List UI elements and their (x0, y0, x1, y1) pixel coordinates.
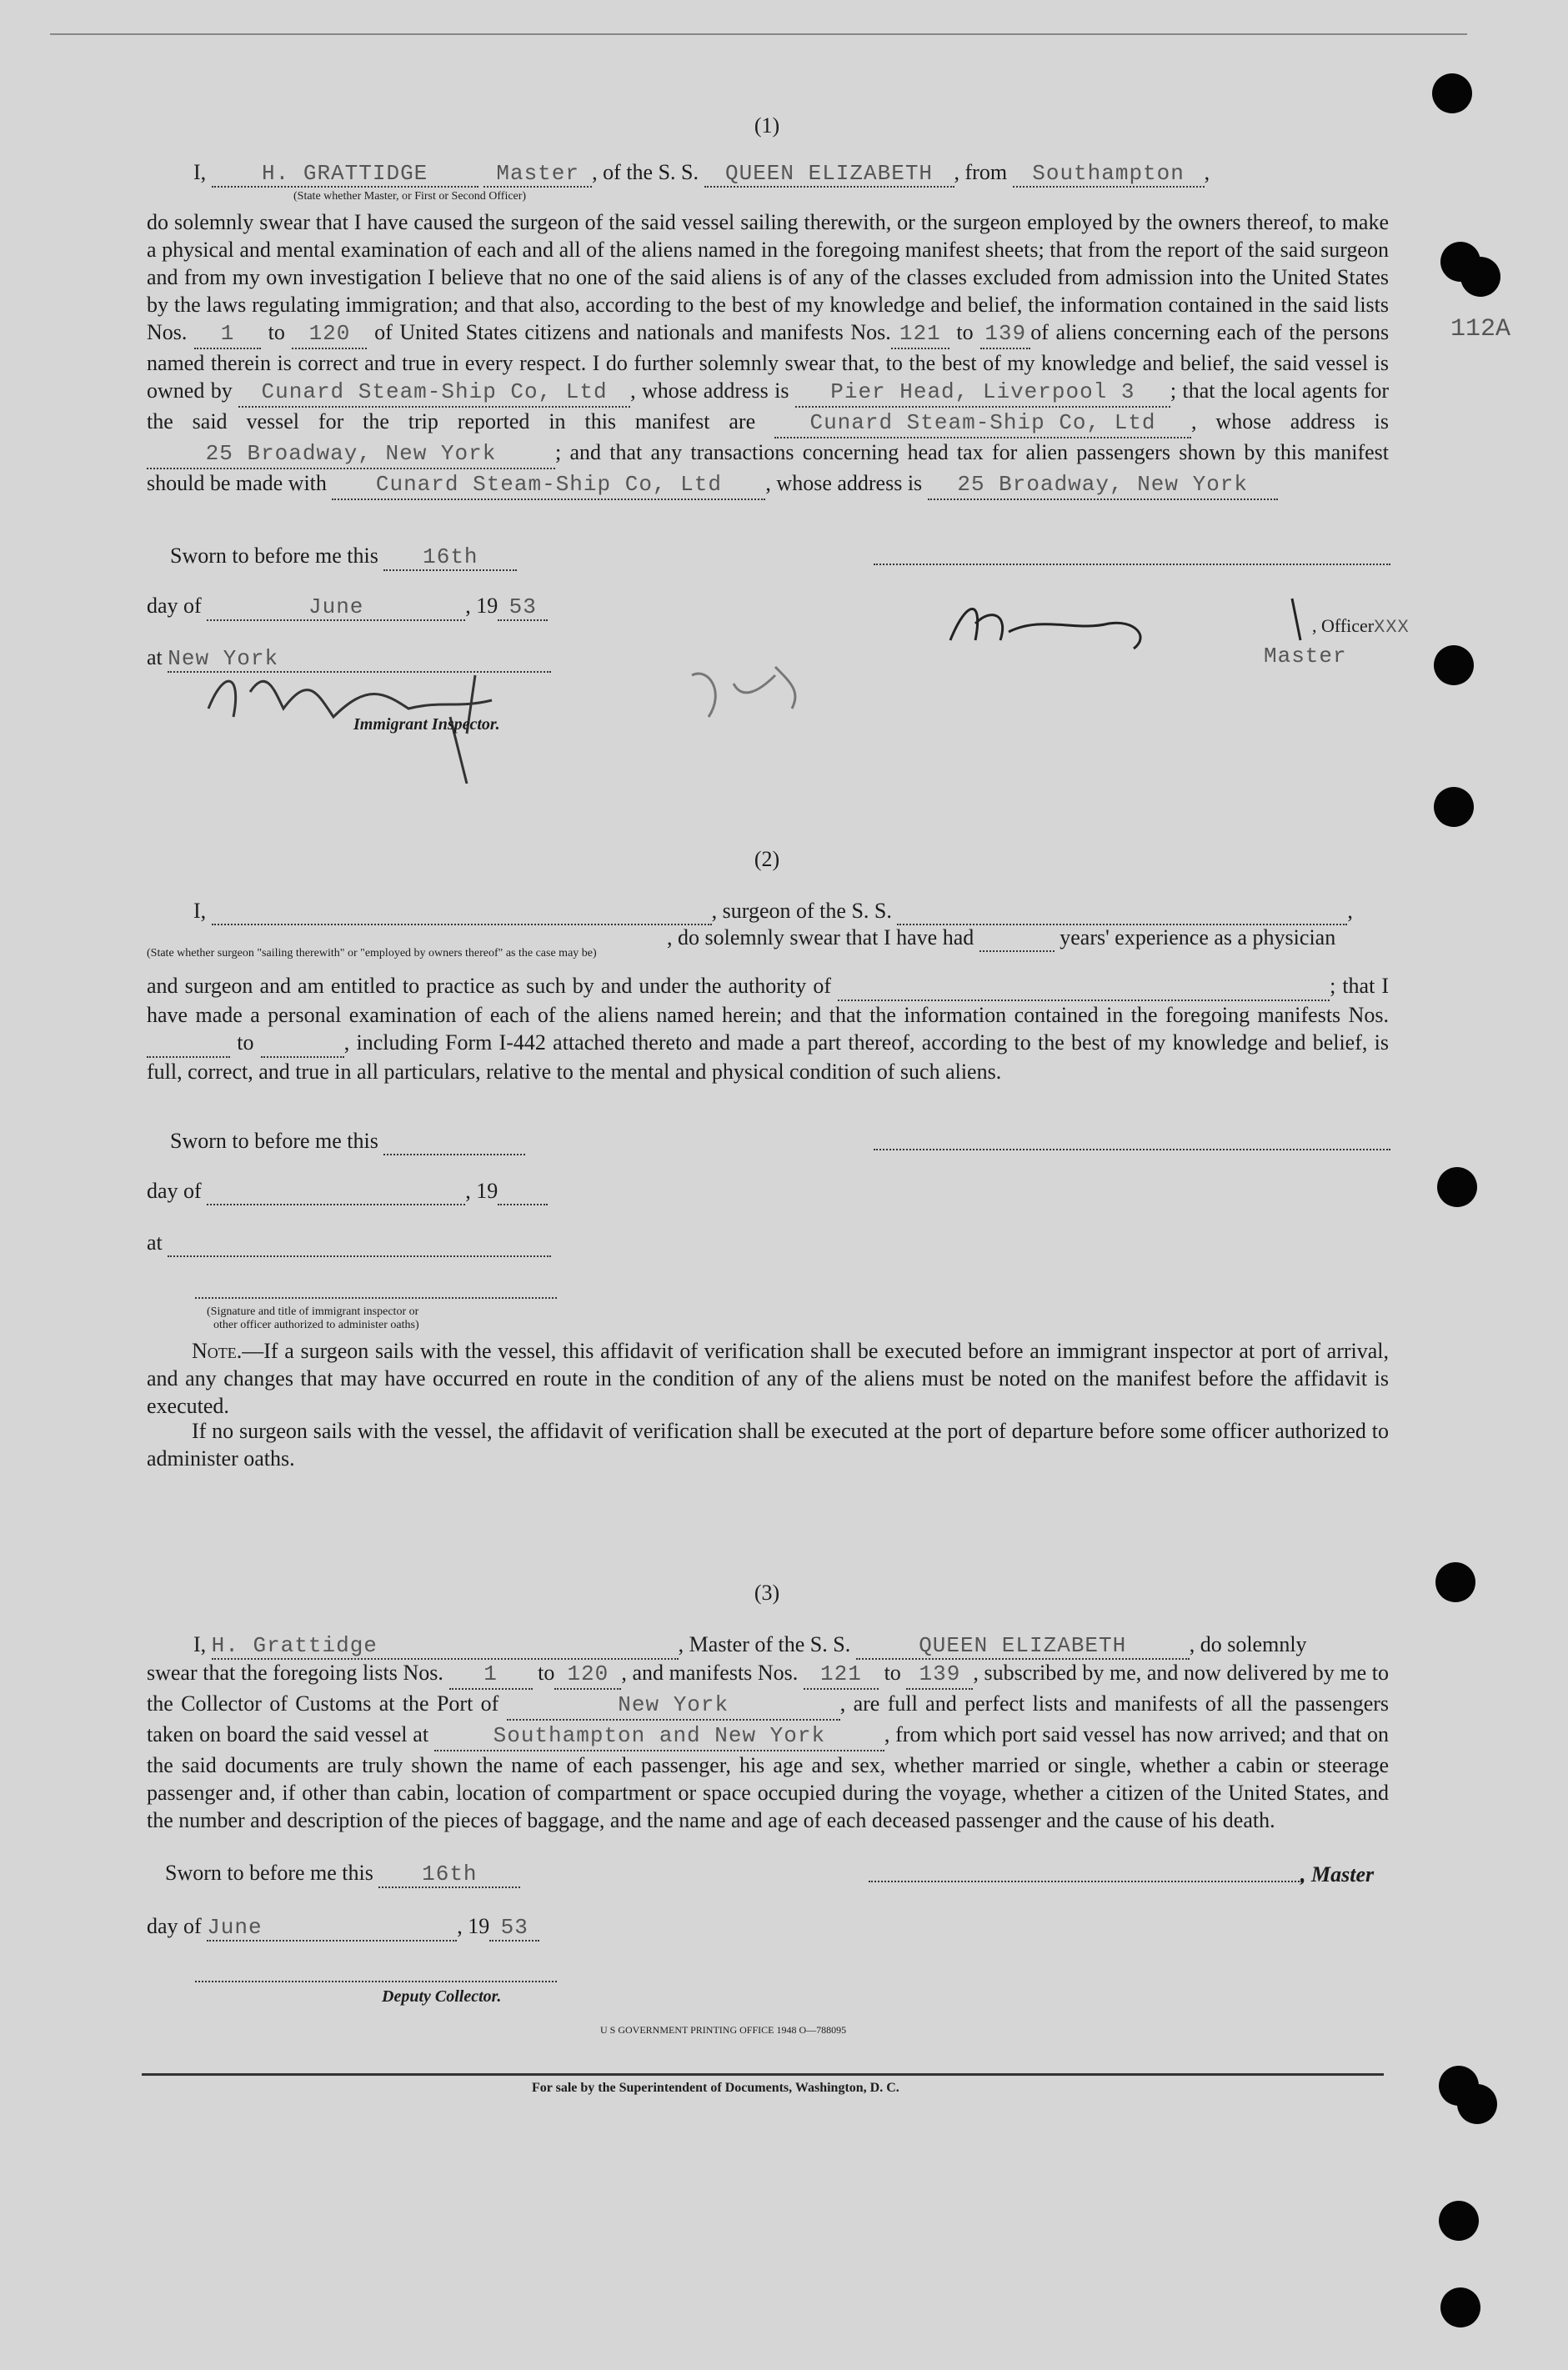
place-field: New York (168, 646, 551, 673)
sec2-sig-line (195, 1297, 557, 1299)
sec2-note: Note.—If a surgeon sails with the vessel, this affidavit of verification shall be executed before an immigrant inspector at port of arrival, and any changes that may have occurred en route in the condition of any of the aliens must be noted on the manifest before the affidavit is executed. (147, 1339, 1389, 1418)
rank-note: (State whether Master, or First or Second Officer) (293, 190, 527, 203)
sec3-sworn-day: 16th (378, 1861, 520, 1888)
punch-hole (1440, 2287, 1480, 2327)
sec3-body: swear that the foregoing lists Nos. 1 to 120 , and manifests Nos. 121 to 139 , subscribed by me, and now delivered by me to the Collector of Customs at the Port of New York , are full and perfect lists and manifests of all the passengers taken on board the said vessel at Southampton and New York , from which port said vessel has now arrived; and that on the said documents are truly shown the name of each passenger, his age and sex, whether married or single, whether a cabin or steerage passenger and, if other than cabin, location of compartment or space occupied during the voyage, whether a citizen of the United States, and the number and description of the pieces of baggage, and the name and age of each deceased passenger and the cause of his death. (147, 1661, 1390, 1832)
printer-line: U S GOVERNMENT PRINTING OFFICE 1948 O—788095 (600, 2024, 847, 2036)
sec3-sworn-line: Sworn to before me this 16th (165, 1861, 520, 1888)
surgeon-note: (State whether surgeon "sailing therewith" or "employed by owners thereof" as the case may be) (147, 947, 597, 960)
punch-hole (1457, 2084, 1497, 2124)
rank-field: Master (483, 161, 592, 188)
sec1-day-line: day of June , 19 53 (147, 594, 548, 621)
punch-hole (1434, 645, 1474, 685)
sec3-line1: I, H. Grattidge , Master of the S. S. QUEEN ELIZABETH , do solemnly (193, 1632, 1307, 1658)
sec3-lists-to: 120 (554, 1661, 621, 1690)
owner-address-field: Pier Head, Liverpool 3 (795, 378, 1170, 408)
margin-note: 112A (1450, 315, 1511, 343)
section-3-number: (3) (754, 1581, 780, 1605)
deputy-sig-line (195, 1981, 557, 1982)
sec2-body: and surgeon and am entitled to practice as such by and under the authority of ; that I have made a personal examination of each of the aliens named herein; and that the information contained in the foregoing manifests Nos. to , including Form I-442 attached thereto and made a part thereof, according to the best of my knowledge and belief, is full, correct, and true in all particulars, relative to the mental and physical condition of such aliens. (147, 974, 1390, 1084)
year-field: 53 (498, 594, 548, 621)
from-port-field: Southampton (1013, 161, 1205, 188)
footer-rule (142, 2073, 1384, 2076)
sec3-ship-field: QUEEN ELIZABETH (856, 1633, 1190, 1660)
manifests-from-field: 121 (891, 320, 949, 349)
inspector-signature (192, 642, 875, 784)
month-field: June (207, 594, 465, 621)
headtax-address-field: 25 Broadway, New York (928, 471, 1278, 500)
sec3-master-label: , Master (1300, 1862, 1375, 1886)
lists-from-field: 1 (194, 320, 261, 349)
top-border (50, 33, 1467, 35)
sec3-master-field: H. Grattidge (212, 1633, 679, 1660)
sec2-at-line: at (147, 1230, 551, 1257)
punch-hole (1432, 73, 1472, 113)
sec1-header-line: I, H. GRATTIDGE Master , of the S. S. QUEEN ELIZABETH , from Southampton , (193, 160, 1210, 186)
sec3-lists-from: 1 (449, 1661, 533, 1690)
officer-label: , OfficerXXX (1312, 615, 1410, 638)
section-2-number: (2) (754, 847, 780, 871)
sec3-master-sig-line (869, 1881, 1302, 1882)
headtax-party-field: Cunard Steam-Ship Co, Ltd (332, 471, 765, 500)
master-signature-line (874, 564, 1390, 565)
sec2-day-line: day of , 19 (147, 1179, 548, 1205)
lists-to-field: 120 (292, 320, 367, 349)
sig-note-1: (Signature and title of immigrant inspector or (207, 1305, 419, 1318)
sec2-note2: If no surgeon sails with the vessel, the affidavit of verification shall be executed at the port of departure before some officer authorized to administer oaths. (147, 1419, 1389, 1471)
deputy-label: Deputy Collector. (382, 1987, 502, 2006)
sec3-port-field: New York (507, 1691, 840, 1721)
agents-field: Cunard Steam-Ship Co, Ltd (774, 409, 1191, 438)
sec1-sworn-line: Sworn to before me this 16th (170, 544, 517, 571)
sig-note-2: other officer authorized to administer oaths) (213, 1319, 419, 1331)
sec3-taken-at-field: Southampton and New York (434, 1722, 884, 1751)
sec2-line1: I, , surgeon of the S. S. , (193, 899, 1353, 925)
punch-hole (1460, 257, 1500, 297)
master-title: Master (1264, 644, 1347, 669)
owner-field: Cunard Steam-Ship Co, Ltd (238, 378, 630, 408)
inspector-label: Immigrant Inspector. (353, 715, 500, 734)
punch-hole (1435, 1562, 1475, 1602)
punch-hole (1437, 1167, 1477, 1207)
sec1-body: do solemnly swear that I have caused the surgeon of the said vessel sailing therewith, or the surgeon employed by the owners thereof, to make a physical and mental examination of each and all of the aliens named in the foregoing manifest sheets; that from the report of the said surgeon and from my own investigation I believe that no one of the said aliens is of any of the classes excluded from admission into the United States by the laws regulating immigration; and that also, according to the best of my knowledge and belief, the information contained in the said lists Nos. 1 to 120 of United States citizens and nationals and manifests Nos. 121 to 139 of aliens concerning each of the persons named therein is correct and true in every respect. I do further solemnly swear that, to the best of my knowledge and belief, the said vessel is owned by Cunard Steam-Ship Co, Ltd , whose address is Pier Head, Liverpool 3 ; that the local agents for the said vessel for the trip reported in this manifest are Cunard Steam-Ship Co, Ltd , whose address is 25 Broadway, New York ; and that any transactions concerning head tax for alien passengers shown by this manifest should be made with Cunard Steam-Ship Co, Ltd , whose address is 25 Broadway, New York (147, 208, 1389, 500)
sec3-day-line: day of June , 19 53 (147, 1914, 539, 1942)
sec2-sworn-line: Sworn to before me this (170, 1129, 525, 1155)
sec3-month: June (207, 1915, 457, 1942)
for-sale-line: For sale by the Superintendent of Documents, Washington, D. C. (532, 2081, 899, 2095)
sec2-line2: , do solemnly swear that I have had years' experience as a physician (667, 925, 1335, 952)
sworn-day-field: 16th (383, 544, 517, 571)
sec3-year: 53 (489, 1915, 539, 1942)
surgeon-signature-line (874, 1149, 1390, 1150)
sec3-manifests-to: 139 (906, 1661, 973, 1690)
punch-hole (1434, 787, 1474, 827)
master-name-field: H. GRATTIDGE (212, 161, 478, 188)
manifests-to-field: 139 (980, 320, 1030, 349)
ship-name-field: QUEEN ELIZABETH (704, 161, 954, 188)
section-1-number: (1) (754, 113, 780, 138)
sec3-manifests-from: 121 (804, 1661, 879, 1690)
sec1-at-line: at New York (147, 645, 551, 673)
punch-hole (1439, 2201, 1479, 2241)
agents-address-field: 25 Broadway, New York (147, 440, 555, 469)
